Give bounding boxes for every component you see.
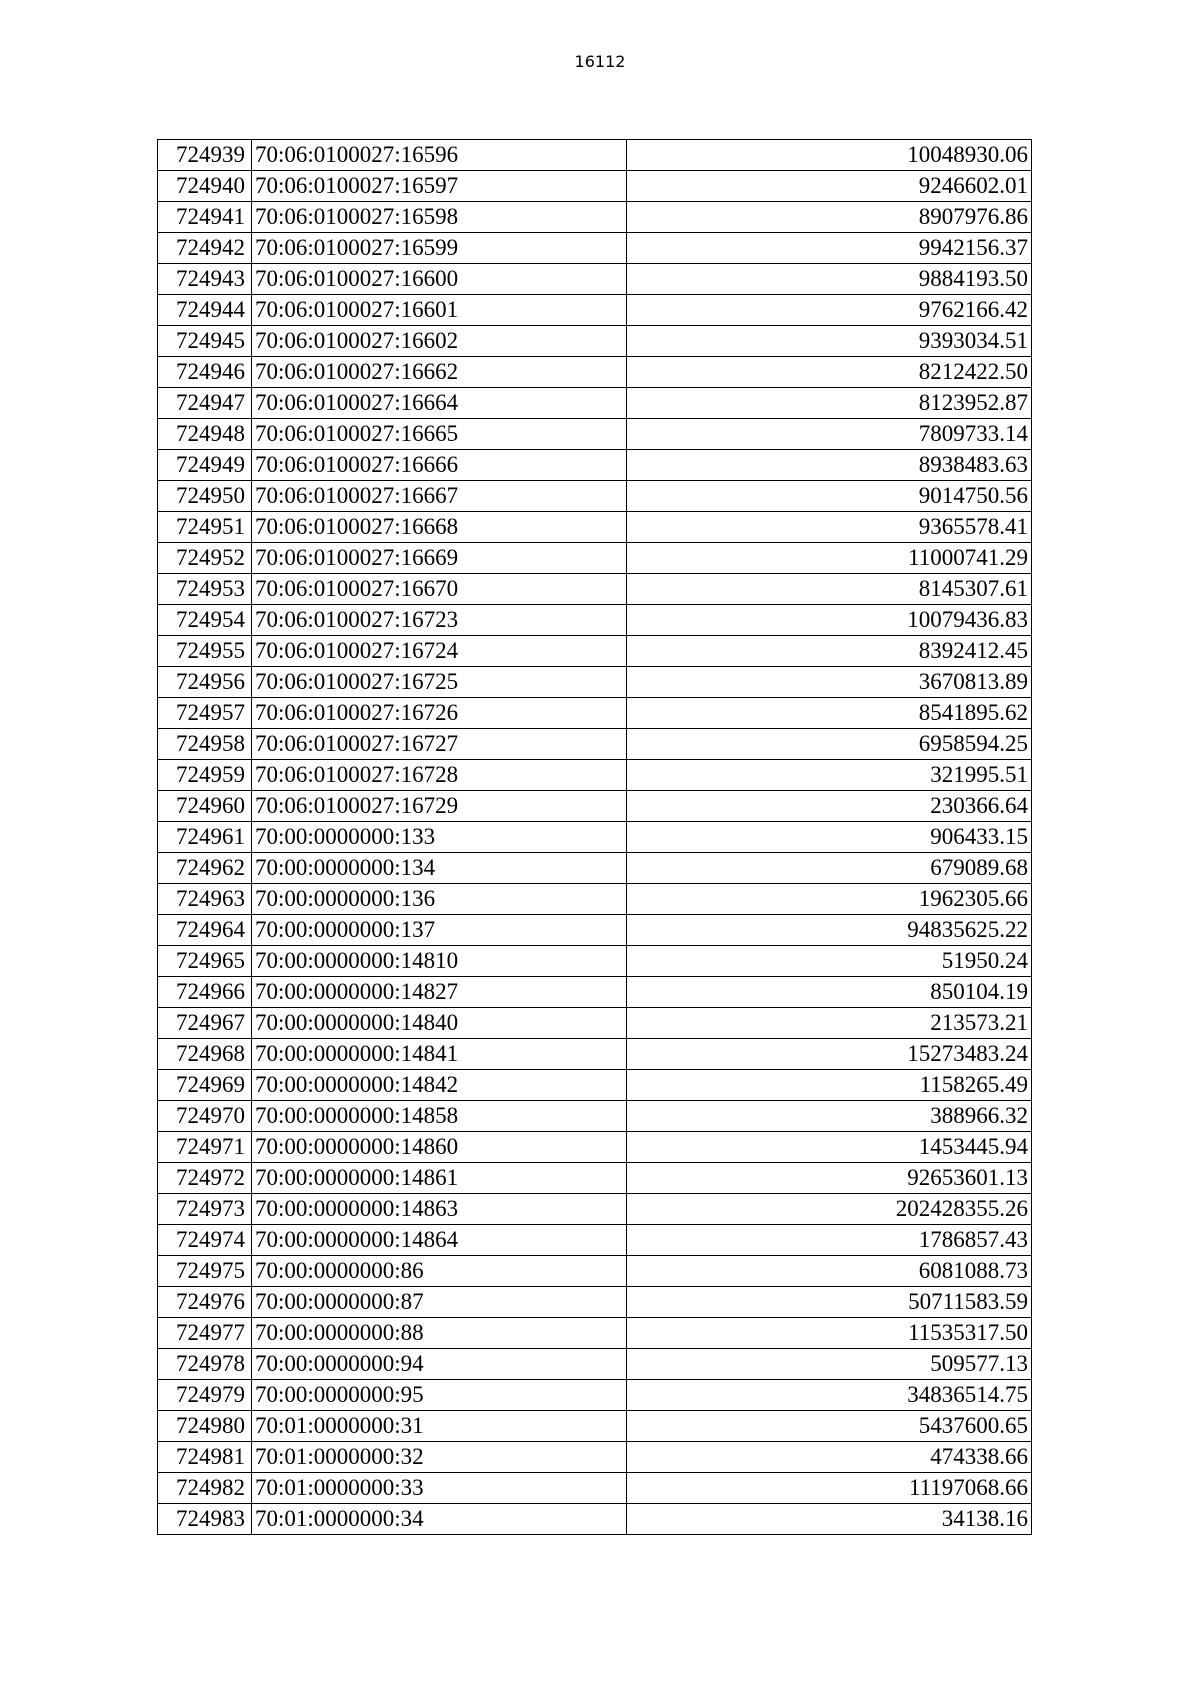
cadastral-value-cell: 11000741.29 <box>627 543 1032 574</box>
cadastral-value-cell: 1786857.43 <box>627 1225 1032 1256</box>
row-number-cell: 724980 <box>158 1411 252 1442</box>
cadastral-value-cell: 51950.24 <box>627 946 1032 977</box>
cadastral-value-cell: 9365578.41 <box>627 512 1032 543</box>
row-number-cell: 724969 <box>158 1070 252 1101</box>
cadastral-value-cell: 11535317.50 <box>627 1318 1032 1349</box>
cadastral-value-cell: 3670813.89 <box>627 667 1032 698</box>
row-number-cell: 724965 <box>158 946 252 977</box>
cadastral-value-cell: 230366.64 <box>627 791 1032 822</box>
row-number-cell: 724960 <box>158 791 252 822</box>
table-row <box>158 419 1032 450</box>
table-row <box>158 822 1032 853</box>
cadastral-number-cell: 70:00:0000000:14863 <box>252 1194 627 1225</box>
cadastral-value-cell: 11197068.66 <box>627 1473 1032 1504</box>
row-number-cell: 724968 <box>158 1039 252 1070</box>
table-row <box>158 915 1032 946</box>
table-row <box>158 1504 1032 1535</box>
cadastral-value-cell: 9884193.50 <box>627 264 1032 295</box>
table-row <box>158 977 1032 1008</box>
cadastral-number-cell: 70:00:0000000:14810 <box>252 946 627 977</box>
cadastral-value-cell: 474338.66 <box>627 1442 1032 1473</box>
table-row <box>158 326 1032 357</box>
table-row <box>158 1194 1032 1225</box>
table-row <box>158 1349 1032 1380</box>
cadastral-value-cell: 5437600.65 <box>627 1411 1032 1442</box>
row-number-cell: 724974 <box>158 1225 252 1256</box>
row-number-cell: 724949 <box>158 450 252 481</box>
page-number: 16112 <box>574 52 626 71</box>
cadastral-number-cell: 70:00:0000000:87 <box>252 1287 627 1318</box>
row-number-cell: 724943 <box>158 264 252 295</box>
cadastral-number-cell: 70:06:0100027:16668 <box>252 512 627 543</box>
table-row <box>158 1473 1032 1504</box>
cadastral-number-cell: 70:06:0100027:16666 <box>252 450 627 481</box>
cadastral-number-cell: 70:06:0100027:16597 <box>252 171 627 202</box>
row-number-cell: 724983 <box>158 1504 252 1535</box>
table-row <box>158 1442 1032 1473</box>
row-number-cell: 724956 <box>158 667 252 698</box>
row-number-cell: 724972 <box>158 1163 252 1194</box>
table-row <box>158 388 1032 419</box>
cadastral-value-cell: 1453445.94 <box>627 1132 1032 1163</box>
row-number-cell: 724958 <box>158 729 252 760</box>
row-number-cell: 724939 <box>158 140 252 171</box>
cadastral-number-cell: 70:06:0100027:16726 <box>252 698 627 729</box>
cadastral-value-cell: 8212422.50 <box>627 357 1032 388</box>
row-number-cell: 724940 <box>158 171 252 202</box>
table-row <box>158 636 1032 667</box>
table-row <box>158 295 1032 326</box>
cadastral-number-cell: 70:06:0100027:16724 <box>252 636 627 667</box>
row-number-cell: 724978 <box>158 1349 252 1380</box>
row-number-cell: 724981 <box>158 1442 252 1473</box>
cadastral-value-cell: 8145307.61 <box>627 574 1032 605</box>
table-row <box>158 171 1032 202</box>
row-number-cell: 724961 <box>158 822 252 853</box>
row-number-cell: 724951 <box>158 512 252 543</box>
table-row <box>158 1318 1032 1349</box>
cadastral-number-cell: 70:06:0100027:16669 <box>252 543 627 574</box>
table-row <box>158 1256 1032 1287</box>
cadastral-value-cell: 8123952.87 <box>627 388 1032 419</box>
cadastral-number-cell: 70:00:0000000:14841 <box>252 1039 627 1070</box>
cadastral-value-cell: 6081088.73 <box>627 1256 1032 1287</box>
cadastral-value-cell: 679089.68 <box>627 853 1032 884</box>
table-row <box>158 667 1032 698</box>
cadastral-number-cell: 70:06:0100027:16602 <box>252 326 627 357</box>
row-number-cell: 724970 <box>158 1101 252 1132</box>
cadastral-value-cell: 213573.21 <box>627 1008 1032 1039</box>
cadastral-value-cell: 1962305.66 <box>627 884 1032 915</box>
cadastral-value-cell: 509577.13 <box>627 1349 1032 1380</box>
row-number-cell: 724954 <box>158 605 252 636</box>
cadastral-value-cell: 50711583.59 <box>627 1287 1032 1318</box>
cadastral-value-cell: 10048930.06 <box>627 140 1032 171</box>
cadastral-number-cell: 70:00:0000000:88 <box>252 1318 627 1349</box>
row-number-cell: 724941 <box>158 202 252 233</box>
table-row <box>158 946 1032 977</box>
cadastral-value-cell: 92653601.13 <box>627 1163 1032 1194</box>
cadastral-number-cell: 70:01:0000000:33 <box>252 1473 627 1504</box>
table-row <box>158 884 1032 915</box>
row-number-cell: 724971 <box>158 1132 252 1163</box>
cadastral-number-cell: 70:06:0100027:16667 <box>252 481 627 512</box>
cadastral-value-cell: 34836514.75 <box>627 1380 1032 1411</box>
cadastral-number-cell: 70:06:0100027:16596 <box>252 140 627 171</box>
row-number-cell: 724973 <box>158 1194 252 1225</box>
cadastral-number-cell: 70:00:0000000:14840 <box>252 1008 627 1039</box>
cadastral-value-cell: 8392412.45 <box>627 636 1032 667</box>
table-row <box>158 1225 1032 1256</box>
cadastral-number-cell: 70:00:0000000:94 <box>252 1349 627 1380</box>
cadastral-value-cell: 850104.19 <box>627 977 1032 1008</box>
cadastral-number-cell: 70:06:0100027:16729 <box>252 791 627 822</box>
table-row <box>158 1380 1032 1411</box>
cadastral-number-cell: 70:01:0000000:34 <box>252 1504 627 1535</box>
table-row <box>158 698 1032 729</box>
cadastral-number-cell: 70:06:0100027:16725 <box>252 667 627 698</box>
cadastral-value-cell: 94835625.22 <box>627 915 1032 946</box>
table-row <box>158 1101 1032 1132</box>
row-number-cell: 724947 <box>158 388 252 419</box>
cadastral-number-cell: 70:00:0000000:14842 <box>252 1070 627 1101</box>
row-number-cell: 724945 <box>158 326 252 357</box>
table-row <box>158 1163 1032 1194</box>
cadastral-value-cell: 906433.15 <box>627 822 1032 853</box>
cadastral-number-cell: 70:00:0000000:86 <box>252 1256 627 1287</box>
cadastral-number-cell: 70:06:0100027:16599 <box>252 233 627 264</box>
cadastral-value-cell: 7809733.14 <box>627 419 1032 450</box>
row-number-cell: 724976 <box>158 1287 252 1318</box>
cadastral-value-cell: 321995.51 <box>627 760 1032 791</box>
row-number-cell: 724950 <box>158 481 252 512</box>
cadastral-value-cell: 8907976.86 <box>627 202 1032 233</box>
cadastral-value-cell: 202428355.26 <box>627 1194 1032 1225</box>
table-row <box>158 791 1032 822</box>
table-row <box>158 1287 1032 1318</box>
row-number-cell: 724948 <box>158 419 252 450</box>
cadastral-value-cell: 9942156.37 <box>627 233 1032 264</box>
table-row <box>158 1132 1032 1163</box>
row-number-cell: 724977 <box>158 1318 252 1349</box>
table-row <box>158 202 1032 233</box>
row-number-cell: 724959 <box>158 760 252 791</box>
table-row <box>158 729 1032 760</box>
table-row <box>158 264 1032 295</box>
table-body <box>158 140 1032 1535</box>
cadastral-number-cell: 70:00:0000000:136 <box>252 884 627 915</box>
row-number-cell: 724953 <box>158 574 252 605</box>
cadastral-number-cell: 70:06:0100027:16598 <box>252 202 627 233</box>
row-number-cell: 724955 <box>158 636 252 667</box>
row-number-cell: 724946 <box>158 357 252 388</box>
cadastral-number-cell: 70:06:0100027:16728 <box>252 760 627 791</box>
cadastral-number-cell: 70:00:0000000:14858 <box>252 1101 627 1132</box>
cadastral-number-cell: 70:06:0100027:16662 <box>252 357 627 388</box>
table-row <box>158 760 1032 791</box>
row-number-cell: 724967 <box>158 1008 252 1039</box>
table-row <box>158 574 1032 605</box>
cadastral-number-cell: 70:00:0000000:95 <box>252 1380 627 1411</box>
row-number-cell: 724942 <box>158 233 252 264</box>
cadastral-value-cell: 9246602.01 <box>627 171 1032 202</box>
row-number-cell: 724964 <box>158 915 252 946</box>
cadastral-number-cell: 70:06:0100027:16670 <box>252 574 627 605</box>
cadastral-value-cell: 15273483.24 <box>627 1039 1032 1070</box>
table-row <box>158 357 1032 388</box>
row-number-cell: 724975 <box>158 1256 252 1287</box>
table-row <box>158 512 1032 543</box>
row-number-cell: 724962 <box>158 853 252 884</box>
cadastral-value-cell: 9762166.42 <box>627 295 1032 326</box>
cadastral-number-cell: 70:00:0000000:137 <box>252 915 627 946</box>
cadastral-number-cell: 70:06:0100027:16664 <box>252 388 627 419</box>
cadastral-value-table <box>157 139 1032 1535</box>
cadastral-number-cell: 70:00:0000000:133 <box>252 822 627 853</box>
cadastral-number-cell: 70:06:0100027:16727 <box>252 729 627 760</box>
row-number-cell: 724957 <box>158 698 252 729</box>
cadastral-value-cell: 8541895.62 <box>627 698 1032 729</box>
table-row <box>158 605 1032 636</box>
table-row <box>158 1008 1032 1039</box>
cadastral-number-cell: 70:06:0100027:16665 <box>252 419 627 450</box>
cadastral-value-cell: 388966.32 <box>627 1101 1032 1132</box>
table-row <box>158 1039 1032 1070</box>
row-number-cell: 724966 <box>158 977 252 1008</box>
cadastral-value-cell: 9014750.56 <box>627 481 1032 512</box>
table-row <box>158 140 1032 171</box>
table-row <box>158 543 1032 574</box>
cadastral-value-cell: 6958594.25 <box>627 729 1032 760</box>
cadastral-value-cell: 10079436.83 <box>627 605 1032 636</box>
cadastral-number-cell: 70:00:0000000:14861 <box>252 1163 627 1194</box>
cadastral-number-cell: 70:00:0000000:134 <box>252 853 627 884</box>
cadastral-value-cell: 8938483.63 <box>627 450 1032 481</box>
cadastral-number-cell: 70:01:0000000:32 <box>252 1442 627 1473</box>
cadastral-number-cell: 70:01:0000000:31 <box>252 1411 627 1442</box>
table-row <box>158 481 1032 512</box>
cadastral-number-cell: 70:06:0100027:16600 <box>252 264 627 295</box>
table-row <box>158 1411 1032 1442</box>
table-row <box>158 233 1032 264</box>
cadastral-number-cell: 70:00:0000000:14827 <box>252 977 627 1008</box>
table-row <box>158 450 1032 481</box>
cadastral-number-cell: 70:00:0000000:14860 <box>252 1132 627 1163</box>
cadastral-number-cell: 70:06:0100027:16601 <box>252 295 627 326</box>
cadastral-number-cell: 70:06:0100027:16723 <box>252 605 627 636</box>
cadastral-value-cell: 1158265.49 <box>627 1070 1032 1101</box>
row-number-cell: 724979 <box>158 1380 252 1411</box>
table-row <box>158 853 1032 884</box>
table-row <box>158 1070 1032 1101</box>
row-number-cell: 724982 <box>158 1473 252 1504</box>
row-number-cell: 724963 <box>158 884 252 915</box>
cadastral-value-cell: 9393034.51 <box>627 326 1032 357</box>
cadastral-value-cell: 34138.16 <box>627 1504 1032 1535</box>
cadastral-number-cell: 70:00:0000000:14864 <box>252 1225 627 1256</box>
row-number-cell: 724952 <box>158 543 252 574</box>
row-number-cell: 724944 <box>158 295 252 326</box>
